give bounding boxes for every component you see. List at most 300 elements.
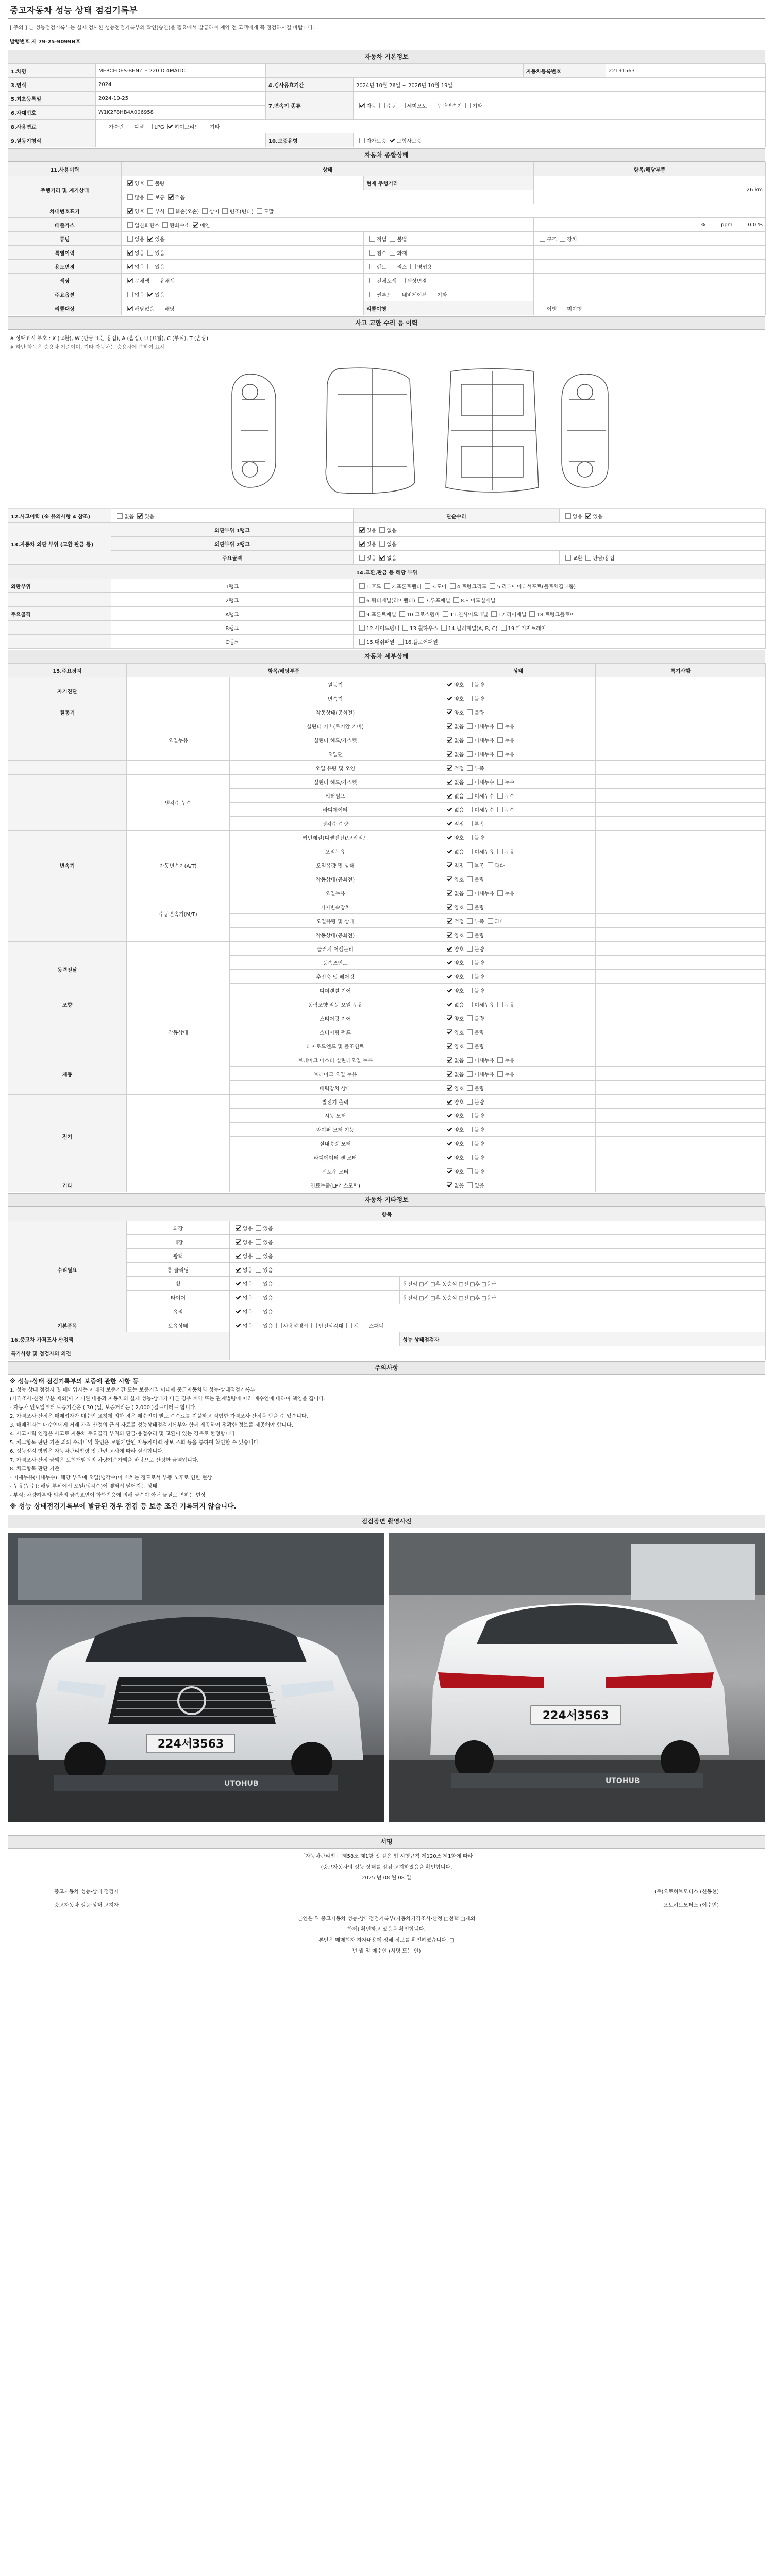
checkbox[interactable] — [467, 1168, 473, 1174]
checkbox[interactable] — [467, 960, 473, 965]
table-cell: 특기사항 — [596, 664, 766, 677]
checkbox[interactable] — [467, 890, 473, 896]
checkbox[interactable] — [447, 696, 452, 701]
checkbox[interactable] — [585, 513, 591, 519]
checkbox[interactable] — [430, 292, 435, 297]
checkbox[interactable] — [359, 625, 365, 631]
checkbox-label: 없음 — [124, 514, 135, 520]
checkbox-label: 많음 — [135, 195, 145, 201]
checkbox[interactable] — [256, 1281, 261, 1286]
checkbox-label: LPG — [154, 124, 164, 130]
checkbox[interactable] — [467, 1127, 473, 1132]
checkbox[interactable] — [359, 583, 365, 589]
detail-item-note — [596, 691, 766, 705]
checkbox[interactable] — [167, 124, 173, 129]
checkbox[interactable] — [529, 611, 535, 617]
table-cell — [230, 1304, 766, 1318]
checkbox[interactable] — [447, 946, 452, 952]
table-cell: 제동 — [8, 1053, 127, 1095]
checkbox[interactable] — [497, 849, 503, 854]
checkbox[interactable] — [467, 1085, 473, 1091]
checkbox[interactable] — [497, 890, 503, 896]
plate-value: 22131563 — [606, 64, 766, 78]
checkbox-label: 양호 — [454, 877, 464, 883]
checkbox[interactable] — [236, 1267, 241, 1273]
checkbox[interactable] — [497, 793, 503, 799]
table-cell: 자기진단 — [8, 677, 127, 705]
checkbox[interactable] — [467, 876, 473, 882]
checkbox-label: 없음 — [454, 1058, 464, 1064]
checkbox[interactable] — [467, 904, 473, 910]
checkbox[interactable] — [467, 1099, 473, 1105]
detail-row — [8, 761, 766, 775]
checkbox[interactable] — [447, 779, 452, 785]
table-cell — [127, 831, 230, 844]
checkbox-label: 적음 — [175, 195, 185, 201]
checkbox[interactable] — [147, 124, 153, 129]
table-cell: 작동상태 — [127, 1011, 230, 1053]
checkbox-label: 3.도어 — [431, 584, 447, 590]
note-line: 7. 가격조사·산정 금액은 보험개발원의 차량기준가액을 바탕으로 산정한 금액입니다. — [10, 1458, 199, 1463]
table-cell — [122, 274, 364, 287]
transmission-label: 7.변속기 종류 — [266, 92, 354, 120]
note-line: 4. 사고이력 인정은 사고로 자동차 주요골격 부위의 판금·용접수리 및 교환이 있는 경우로 한정합니다. — [10, 1431, 237, 1437]
checkbox[interactable] — [127, 180, 133, 186]
checkbox[interactable] — [447, 1155, 452, 1160]
checkbox[interactable] — [467, 849, 473, 854]
detail-item-name: 작동상태(공회전) — [230, 928, 441, 942]
checkbox-label: 불량 — [474, 960, 484, 967]
checkbox[interactable] — [447, 988, 452, 993]
checkbox[interactable] — [540, 306, 545, 311]
checkbox[interactable] — [147, 208, 153, 214]
checkbox[interactable] — [447, 682, 452, 687]
checkbox[interactable] — [311, 1323, 317, 1328]
checkbox-label: 훼손(오손) — [175, 209, 199, 215]
detail-item-note — [596, 789, 766, 803]
vin-label: 6.차대번호 — [8, 106, 96, 120]
table-cell: 룸 클리닝 — [127, 1263, 230, 1277]
checkbox[interactable] — [447, 765, 452, 771]
checkbox[interactable] — [447, 918, 452, 924]
checkbox[interactable] — [497, 1002, 503, 1007]
checkbox-label: 잭 — [354, 1323, 359, 1329]
checkbox[interactable] — [236, 1295, 241, 1300]
checkbox[interactable] — [369, 278, 375, 283]
checkbox[interactable] — [168, 194, 174, 200]
checkbox-label: 불량 — [474, 696, 484, 702]
signature-block — [8, 1852, 765, 1954]
checkbox[interactable] — [369, 236, 375, 242]
checkbox-label: 누유 — [504, 1002, 515, 1008]
checkbox[interactable] — [447, 960, 452, 965]
checkbox[interactable] — [256, 1253, 261, 1259]
checkbox[interactable] — [127, 250, 133, 256]
checkbox[interactable] — [379, 555, 385, 561]
car-name-value: MERCEDES-BENZ E 220 D 4MATIC — [96, 64, 266, 78]
detail-item-state — [441, 858, 596, 872]
table-cell — [354, 537, 766, 551]
checkbox-label: 없음 — [243, 1267, 253, 1274]
checkbox[interactable] — [236, 1253, 241, 1259]
table-cell: 내장 — [127, 1235, 230, 1249]
table-cell — [560, 509, 766, 523]
checkbox[interactable] — [362, 1323, 367, 1328]
checkbox[interactable] — [127, 194, 133, 200]
checkbox-label: 자가보증 — [366, 138, 386, 144]
checkbox-label: 2.프론트펜더 — [391, 584, 422, 590]
checkbox[interactable] — [127, 278, 133, 283]
checkbox[interactable] — [418, 597, 424, 603]
checkbox-label: 없음 — [135, 250, 145, 257]
checkbox[interactable] — [447, 1002, 452, 1007]
checkbox[interactable] — [447, 974, 452, 979]
checkbox[interactable] — [153, 278, 158, 283]
checkbox[interactable] — [390, 250, 395, 256]
checkbox[interactable] — [346, 1323, 352, 1328]
table-cell — [127, 1095, 230, 1178]
checkbox[interactable] — [402, 625, 408, 631]
checkbox[interactable] — [162, 222, 168, 228]
checkbox[interactable] — [453, 597, 459, 603]
detail-item-name: 스티어링 기어 — [230, 1011, 441, 1025]
detail-item-state — [441, 997, 596, 1011]
checkbox[interactable] — [369, 264, 375, 269]
checkbox[interactable] — [359, 103, 365, 108]
checkbox[interactable] — [447, 1029, 452, 1035]
checkbox[interactable] — [359, 611, 365, 617]
checkbox[interactable] — [447, 1168, 452, 1174]
checkbox[interactable] — [447, 821, 452, 826]
plate-label-cell — [266, 64, 524, 78]
detail-item-note — [596, 956, 766, 970]
checkbox[interactable] — [398, 639, 404, 645]
checkbox[interactable] — [467, 709, 473, 715]
checkbox[interactable] — [203, 124, 208, 129]
checkbox-label: 있음 — [593, 514, 603, 520]
checkbox[interactable] — [467, 1141, 473, 1146]
checkbox[interactable] — [447, 849, 452, 854]
checkbox[interactable] — [565, 555, 571, 561]
checkbox[interactable] — [560, 236, 565, 242]
checkbox[interactable] — [359, 597, 365, 603]
checkbox[interactable] — [359, 555, 365, 561]
checkbox[interactable] — [467, 1029, 473, 1035]
checkbox[interactable] — [390, 138, 395, 143]
checkbox[interactable] — [467, 1015, 473, 1021]
detail-item-state — [441, 1081, 596, 1095]
checkbox[interactable] — [236, 1281, 241, 1286]
checkbox[interactable] — [379, 541, 385, 547]
checkbox[interactable] — [467, 932, 473, 938]
checkbox[interactable] — [127, 222, 133, 228]
checkbox[interactable] — [117, 513, 123, 519]
checkbox[interactable] — [467, 723, 473, 729]
checkbox[interactable] — [447, 1182, 452, 1188]
checkbox[interactable] — [147, 180, 153, 186]
checkbox[interactable] — [488, 862, 493, 868]
checkbox[interactable] — [450, 583, 456, 589]
table-cell: 주요옵션 — [8, 287, 122, 301]
checkbox-label: 양호 — [454, 1169, 464, 1175]
section-extra-info: 자동차 기타정보 — [8, 1193, 765, 1207]
checkbox[interactable] — [147, 264, 153, 269]
checkbox[interactable] — [236, 1309, 241, 1314]
checkbox[interactable] — [467, 1155, 473, 1160]
checkbox[interactable] — [193, 222, 198, 228]
checkbox[interactable] — [147, 194, 153, 200]
checkbox[interactable] — [369, 292, 375, 297]
checkbox[interactable] — [447, 709, 452, 715]
table-row — [8, 1207, 766, 1221]
table-cell: 상태 — [441, 664, 596, 677]
table-row — [8, 204, 766, 218]
table-row — [8, 64, 766, 78]
checkbox-label: 가솔린 — [109, 124, 124, 130]
front-stand-brand: UTOHUB — [224, 1780, 259, 1788]
checkbox[interactable] — [447, 1099, 452, 1105]
table-cell — [354, 635, 766, 649]
checkbox[interactable] — [447, 876, 452, 882]
checkbox[interactable] — [467, 779, 473, 785]
table-cell — [534, 301, 766, 315]
checkbox[interactable] — [447, 904, 452, 910]
checkbox-label: 부족 — [474, 821, 484, 827]
extra-row — [8, 1318, 766, 1332]
checkbox[interactable] — [400, 278, 406, 283]
checkbox[interactable] — [465, 103, 471, 108]
table-cell: 16.중고차 가격조사 산정액 — [8, 1332, 230, 1346]
table-cell: 배출가스 — [8, 218, 122, 232]
checkbox[interactable] — [467, 1057, 473, 1063]
checkbox[interactable] — [359, 541, 365, 547]
checkbox[interactable] — [540, 236, 545, 242]
table-cell — [230, 1346, 766, 1360]
detail-item-state — [441, 970, 596, 984]
checkbox[interactable] — [467, 862, 473, 868]
checkbox[interactable] — [168, 208, 174, 214]
checkbox[interactable] — [400, 103, 406, 108]
checkbox[interactable] — [447, 1113, 452, 1118]
checkbox[interactable] — [467, 988, 473, 993]
checkbox[interactable] — [467, 1182, 473, 1188]
checkbox[interactable] — [467, 682, 473, 687]
checkbox[interactable] — [430, 103, 435, 108]
detail-item-name: 커먼레일(디젤엔진)/고압펌프 — [230, 831, 441, 844]
checkbox[interactable] — [147, 236, 153, 242]
detail-item-name: 연료누출(LP가스포함) — [230, 1178, 441, 1192]
checkbox-label: 불량 — [474, 1141, 484, 1147]
accident-legend: ※ 상태표시 부호 : X (교환), W (판금 또는 용접), A (흠집), U (요철), C (부식), T (손상) — [10, 336, 209, 342]
checkbox[interactable] — [447, 1043, 452, 1049]
table-cell — [354, 621, 766, 635]
checkbox-label: 없음 — [454, 891, 464, 897]
checkbox[interactable] — [127, 124, 132, 129]
checkbox[interactable] — [447, 737, 452, 743]
checkbox[interactable] — [447, 1127, 452, 1132]
checkbox[interactable] — [467, 1113, 473, 1118]
checkbox[interactable] — [202, 208, 208, 214]
checkbox[interactable] — [497, 1071, 503, 1077]
checkbox-label: 15.대쉬패널 — [366, 639, 395, 646]
checkbox[interactable] — [467, 765, 473, 771]
checkbox[interactable] — [467, 696, 473, 701]
checkbox[interactable] — [390, 264, 395, 269]
checkbox[interactable] — [467, 821, 473, 826]
checkbox[interactable] — [102, 124, 107, 129]
checkbox[interactable] — [147, 292, 153, 297]
checkbox[interactable] — [488, 918, 493, 924]
checkbox-label: 14.필러패널(A, B, C) — [448, 625, 498, 632]
note-line: 8. 체크항목 판단 기준 — [10, 1466, 60, 1472]
table-cell: 수동변속기(M/T) — [127, 886, 230, 942]
checkbox[interactable] — [158, 306, 163, 311]
checkbox[interactable] — [491, 611, 497, 617]
detail-item-note — [596, 1178, 766, 1192]
checkbox[interactable] — [447, 723, 452, 729]
checkbox[interactable] — [256, 1309, 261, 1314]
checkbox[interactable] — [447, 1141, 452, 1146]
checkbox[interactable] — [236, 1225, 241, 1231]
checkbox[interactable] — [359, 138, 365, 143]
mileage-level — [122, 190, 534, 204]
checkbox[interactable] — [410, 264, 416, 269]
checkbox[interactable] — [127, 306, 133, 311]
checkbox[interactable] — [501, 625, 507, 631]
checkbox[interactable] — [127, 264, 133, 269]
checkbox[interactable] — [490, 583, 495, 589]
checkbox[interactable] — [497, 779, 503, 785]
checkbox[interactable] — [565, 513, 571, 519]
table-row — [8, 232, 766, 246]
checkbox[interactable] — [441, 625, 447, 631]
checkbox[interactable] — [497, 1057, 503, 1063]
table-cell: C랭크 — [111, 635, 354, 649]
checkbox[interactable] — [467, 807, 473, 812]
checkbox[interactable] — [447, 1057, 452, 1063]
checkbox[interactable] — [147, 250, 153, 256]
checkbox-label: 부족 — [474, 766, 484, 772]
checkbox[interactable] — [222, 208, 228, 214]
detail-item-note — [596, 747, 766, 761]
checkbox[interactable] — [447, 890, 452, 896]
checkbox[interactable] — [369, 250, 375, 256]
checkbox[interactable] — [447, 1085, 452, 1091]
table-cell — [230, 1249, 766, 1263]
checkbox[interactable] — [256, 1267, 261, 1273]
checkbox[interactable] — [256, 1239, 261, 1245]
checkbox[interactable] — [256, 1225, 261, 1231]
checkbox-label: 없음 — [135, 236, 145, 243]
note-line: - 자동차 인도일부터 보증기간은 ( 30 )일, 보증거리는 ( 2,000 )킬로미터로 합니다. — [10, 1405, 197, 1411]
checkbox[interactable] — [447, 1071, 452, 1077]
table-cell — [8, 775, 127, 831]
detail-item-state — [441, 914, 596, 928]
checkbox[interactable] — [447, 1015, 452, 1021]
checkbox[interactable] — [585, 555, 591, 561]
checkbox[interactable] — [379, 103, 385, 108]
checkbox[interactable] — [384, 583, 390, 589]
checkbox[interactable] — [236, 1323, 241, 1328]
checkbox[interactable] — [447, 807, 452, 812]
table-cell — [230, 1235, 766, 1249]
checkbox[interactable] — [497, 807, 503, 812]
checkbox[interactable] — [560, 306, 565, 311]
checkbox[interactable] — [467, 793, 473, 799]
checkbox[interactable] — [497, 751, 503, 757]
checkbox[interactable] — [497, 723, 503, 729]
checkbox[interactable] — [447, 751, 452, 757]
document — [8, 0, 765, 1957]
checkbox[interactable] — [137, 513, 143, 519]
checkbox[interactable] — [467, 946, 473, 952]
checkbox[interactable] — [467, 918, 473, 924]
checkbox[interactable] — [127, 292, 133, 297]
detail-item-state — [441, 1164, 596, 1178]
checkbox[interactable] — [256, 1295, 261, 1300]
checkbox[interactable] — [467, 737, 473, 743]
checkbox[interactable] — [276, 1323, 282, 1328]
checkbox[interactable] — [127, 236, 133, 242]
checkbox[interactable] — [443, 611, 448, 617]
checkbox[interactable] — [395, 292, 400, 297]
checkbox[interactable] — [390, 236, 395, 242]
checkbox[interactable] — [257, 208, 262, 214]
checkbox[interactable] — [467, 751, 473, 757]
detail-item-note — [596, 1081, 766, 1095]
checkbox[interactable] — [447, 932, 452, 938]
checkbox-label: 불법 — [397, 236, 407, 243]
checkbox[interactable] — [467, 835, 473, 840]
checkbox[interactable] — [447, 793, 452, 799]
checkbox-label: 미세누유 — [474, 1072, 494, 1078]
table-cell — [560, 551, 766, 565]
checkbox[interactable] — [467, 1043, 473, 1049]
checkbox-label: 누유 — [504, 891, 515, 897]
table-cell: 보유상태 — [127, 1318, 230, 1332]
checkbox-label: 17.리어패널 — [498, 612, 527, 618]
checkbox[interactable] — [467, 1002, 473, 1007]
checkbox[interactable] — [359, 527, 365, 533]
checkbox[interactable] — [236, 1239, 241, 1245]
checkbox[interactable] — [467, 974, 473, 979]
table-cell — [122, 260, 364, 274]
checkbox[interactable] — [447, 862, 452, 868]
checkbox[interactable] — [359, 639, 365, 645]
table-cell — [8, 719, 127, 761]
checkbox-label: 없음 — [243, 1253, 253, 1260]
table-cell: 휠 — [127, 1277, 230, 1291]
table-row — [8, 120, 766, 133]
checkbox[interactable] — [256, 1323, 261, 1328]
checkbox[interactable] — [399, 611, 405, 617]
detail-item-name: 디퍼렌셜 기어 — [230, 984, 441, 997]
checkbox[interactable] — [425, 583, 430, 589]
table-cell — [127, 761, 230, 775]
detail-row — [8, 1011, 766, 1025]
detail-item-name: 작동상태(공회전) — [230, 705, 441, 719]
checkbox[interactable] — [467, 1071, 473, 1077]
checkbox-label: 양호 — [454, 974, 464, 980]
table-cell — [127, 705, 230, 719]
checkbox[interactable] — [127, 208, 133, 214]
checkbox[interactable] — [447, 835, 452, 840]
checkbox-label: 있음 — [474, 1183, 484, 1189]
checkbox[interactable] — [379, 527, 385, 533]
checkbox-label: 유채색 — [159, 278, 175, 284]
checkbox-label: 불량 — [474, 1113, 484, 1120]
checkbox[interactable] — [497, 737, 503, 743]
